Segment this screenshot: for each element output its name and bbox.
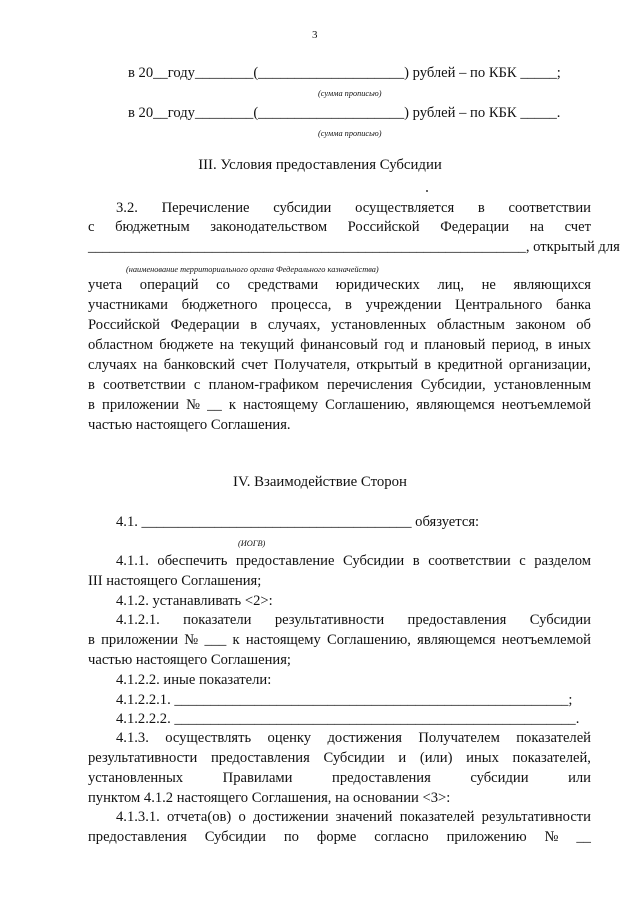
section-3-line-7: областном бюджете на текущий финансовый год и плановый период, в иных — [88, 337, 591, 353]
section-3-line-1: 3.2. Перечисление субсидии осуществляется в соответствии — [116, 200, 591, 216]
clause-4-1-3-1-cont: предоставления Субсидии по форме согласно приложению № __ — [88, 829, 591, 845]
kbk-line-2: в 20__году________(____________________) рублей – по КБК _____. — [128, 105, 561, 121]
section-3-line-9: в соответствии с планом-графиком перечисления Субсидии, установленным — [88, 377, 591, 393]
clause-4-1-3-line-4: пунктом 4.1.2 настоящего Соглашения, на основании <3>: — [88, 790, 451, 806]
page-number: 3 — [312, 29, 318, 41]
section-3-line-6: Российской Федерации в случаях, установленных областным законом об — [88, 317, 591, 333]
section-3-line-4: учета операций со средствами юридических лиц, не являющихся — [88, 277, 591, 293]
clause-4-1-2-2-2: 4.1.2.2.2. _______________________________________________________. — [116, 711, 580, 727]
section-3-line-10: в приложении № __ к настоящему Соглашению, являющемся неотъемлемой — [88, 397, 591, 413]
clause-4-1-2: 4.1.2. устанавливать <2>: — [116, 593, 273, 609]
clause-4-1-2-2: 4.1.2.2. иные показатели: — [116, 672, 272, 688]
clause-4-1: 4.1. _____________________________________ обязуется: — [116, 514, 480, 530]
section-3-heading: III. Условия предоставления Субсидии — [198, 157, 442, 173]
kbk-line-1: в 20__году________(____________________) рублей – по КБК _____; — [128, 65, 561, 81]
clause-4-1-3-line-3: установленных Правилами предоставления субсидии или — [88, 770, 591, 786]
section-3-last-line: частью настоящего Соглашения. — [88, 417, 291, 433]
clause-4-1-1-cont: III настоящего Соглашения; — [88, 573, 262, 589]
iogv-note: (ИОГВ) — [238, 539, 266, 548]
clause-4-1-3: 4.1.3. осуществлять оценку достижения Получателем показателей — [116, 730, 591, 746]
clause-4-1-2-2-1: 4.1.2.2.1. ______________________________________________________; — [116, 692, 573, 708]
section-3-line-5: участниками бюджетного процесса, в учреждении Центрального банка — [88, 297, 591, 313]
clause-4-1-2-1: 4.1.2.1. показатели результативности предоставления Субсидии — [116, 612, 591, 628]
clause-4-1-1: 4.1.1. обеспечить предоставление Субсидии в соответствии с разделом — [116, 553, 591, 569]
clause-4-1-3-1: 4.1.3.1. отчета(ов) о достижении значений показателей результативности — [116, 809, 591, 825]
clause-4-1-2-1-end: частью настоящего Соглашения; — [88, 652, 291, 668]
kbk-note-2: (сумма прописью) — [318, 129, 382, 138]
kbk-note-1: (сумма прописью) — [318, 89, 382, 98]
section-4-heading: IV. Взаимодействие Сторон — [233, 474, 407, 490]
stray-dot — [426, 190, 428, 192]
section-3-line-8: случаях на банковский счет Получателя, открытый в кредитной организации, — [88, 357, 591, 373]
treasury-note: (наименование территориального органа Федерального казначейства) — [126, 265, 379, 274]
clause-4-1-3-line-2: результативности предоставления Субсидии и (или) иных показателей, — [88, 750, 591, 766]
section-3-account-line: ____________________________________________________________, открытый для — [88, 239, 620, 255]
clause-4-1-2-1-cont: в приложении № ___ к настоящему Соглашению, являющемся неотъемлемой — [88, 632, 591, 648]
section-3-line-2: с бюджетным законодательством Российской Федерации на счет — [88, 219, 591, 235]
